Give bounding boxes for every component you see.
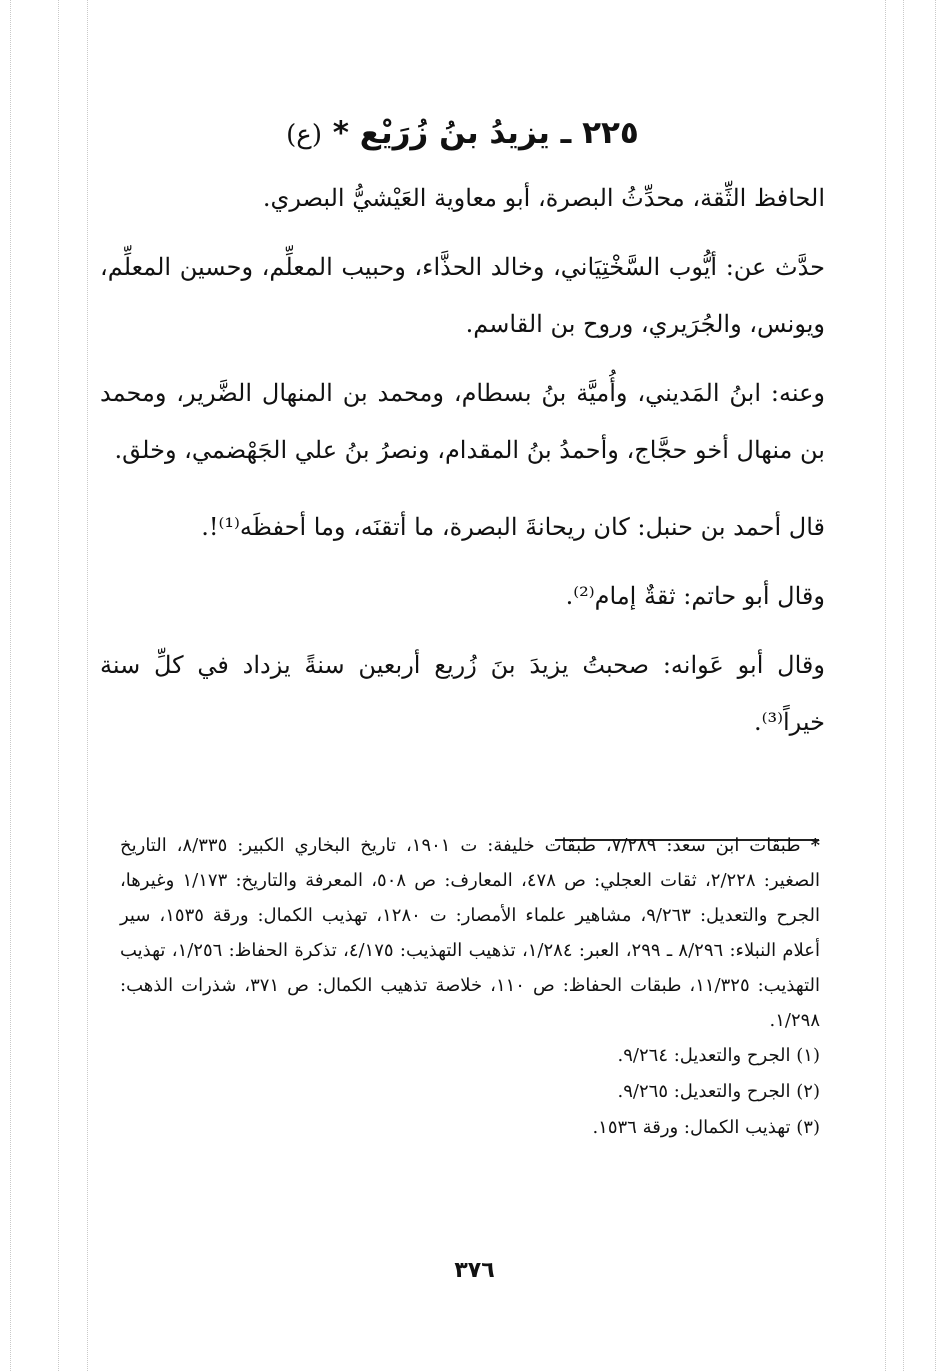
- paragraph-abu-awana-quote: وقال أبو عَوانه: صحبتُ يزيدَ بنَ زُريع أربعين سنةً يزداد في كلِّ سنة خيراً⁽³⁾.: [100, 651, 825, 736]
- footnote-sources: [120, 828, 820, 1038]
- bleed-through-line: [10, 0, 11, 1371]
- bleed-through-line: [58, 0, 59, 1371]
- bleed-through-line: [935, 0, 936, 1371]
- footnote-sources-text: طبقات ابن سعد: ٧/٢٨٩، طبقات خليفة: ت ١٩٠١، تاريخ البخاري الكبير: ٨/٣٣٥، التاريخ الصغير: ٢/٢٢٨، ثقات العجلي: ص ٤٧٨، المعارف: ص ٥٠٨، المعرفة والتاريخ: ١/١٧٣ وغيرها، الجرح والتعديل: ٩/٢٦٣، مشاهير علماء الأمصار: ت ١٢٨٠، تهذيب الكمال: ورقة ١٥٣٥، سير أعلام النبلاء: ٨/٢٩٦ ـ ٢٩٩، العبر: ١/٢٨٤، تذهيب التهذيب: ٤/١٧٥، تذكرة الحفاظ: ١/٢٥٦، تهذيب التهذيب: ١١/٣٢٥، طبقات الحفاظ: ص ١١٠، خلاصة تذهيب الكمال: ص ٣٧١، شذرات الذهب: ١/٢٩٨.: [120, 835, 821, 1031]
- footnote-1: (١) الجرح والتعديل: ٩/٢٦٤.: [617, 1045, 820, 1066]
- footnote-2: (٢) الجرح والتعديل: ٩/٢٦٥.: [617, 1081, 820, 1102]
- biography-body: [100, 170, 825, 751]
- paragraph-intro: الحافظ الثِّقة، محدِّثُ البصرة، أبو معاوية العَيْشيُّ البصري.: [262, 184, 825, 212]
- paragraph-abu-hatim-quote: وقال أبو حاتم: ثقةٌ إمام⁽²⁾.: [565, 582, 825, 610]
- paragraph-students: وعنه: ابنُ المَديني، وأُميَّة بنُ بسطام، ومحمد بن المنهال الضَّرير، ومحمد بن منهال أخو حجَّاج، وأحمدُ بنُ المقدام، ونصرُ بنُ علي الجَهْضمي، وخلق.: [100, 379, 825, 464]
- footnote-star-marker: *: [810, 835, 820, 856]
- entry-heading: [100, 108, 825, 160]
- footnote-3: (٣) تهذيب الكمال: ورقة ١٥٣٦.: [592, 1117, 820, 1138]
- paragraph-teachers: حدَّث عن: أيُّوب السَّخْتِيَاني، وخالد الحذَّاء، وحبيب المعلِّم، وحسين المعلِّم، ويونس، والجُرَيري، وروح بن القاسم.: [100, 253, 826, 338]
- bleed-through-line: [885, 0, 886, 1371]
- paragraph-ahmad-quote: قال أحمد بن حنبل: كان ريحانةَ البصرة، ما أتقنَه، وما أحفظَه⁽¹⁾!.: [201, 513, 825, 541]
- footnotes: [120, 828, 820, 1146]
- bleed-through-line: [903, 0, 904, 1371]
- entry-sigla: (ع): [286, 120, 322, 150]
- entry-title: ٢٢٥ ـ يزيدُ بنُ زُرَيْع *: [332, 115, 639, 151]
- bleed-through-line: [87, 0, 88, 1371]
- page-number: ٣٧٦: [454, 1258, 495, 1283]
